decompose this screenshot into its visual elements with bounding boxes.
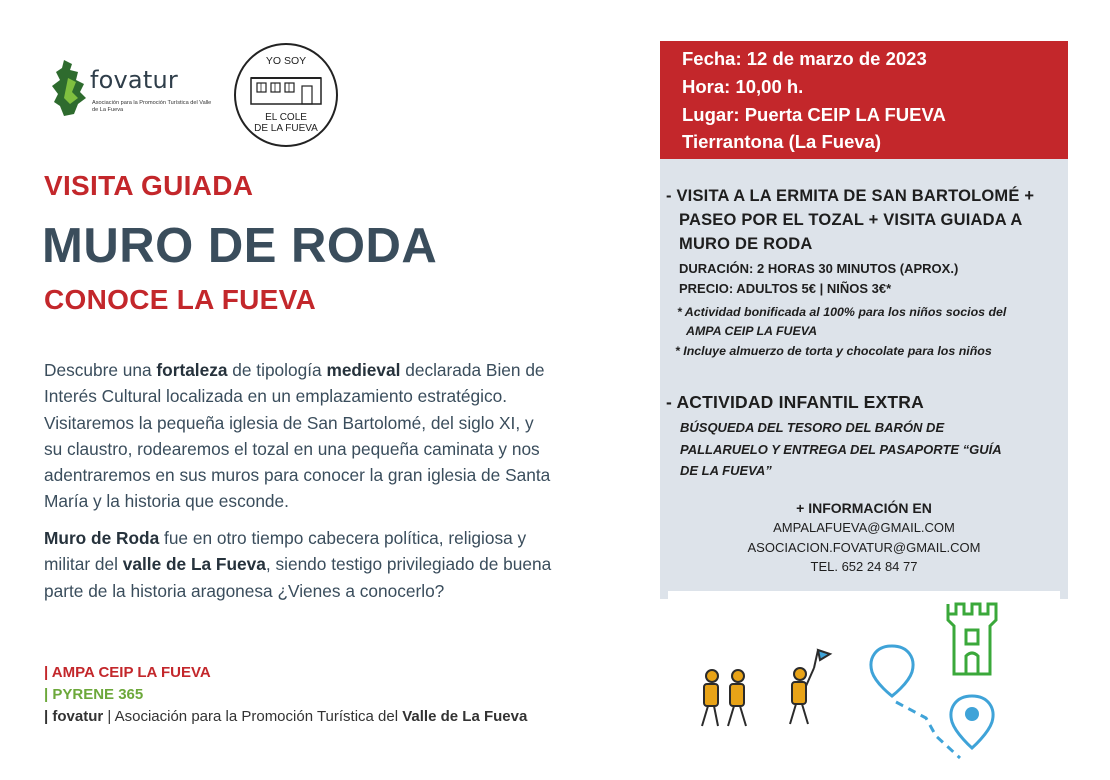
extra-line-1: BÚSQUEDA DEL TESORO DEL BARÓN DE: [680, 420, 945, 435]
castle-tower-icon: [948, 604, 996, 674]
fovatur-logo: [50, 58, 210, 118]
event-time: Hora: 10,00 h.: [682, 76, 804, 97]
fovatur-wordmark: fovatur: [90, 66, 178, 94]
cole-logo: [233, 42, 339, 148]
info-title: + INFORMACIÓN EN: [796, 500, 932, 516]
map-pin-icon: [871, 646, 913, 696]
activity-icons: [690, 598, 1020, 770]
note-bonificada: * Actividad bonificada al 100% para los niños socios del: [677, 305, 1007, 319]
event-date: Fecha: 12 de marzo de 2023: [682, 48, 927, 69]
paragraph-line: Descubre una fortaleza de tipología medieval declarada Bien de: [44, 360, 545, 380]
event-place: Lugar: Puerta CEIP LA FUEVA: [682, 104, 946, 125]
school-circle-icon: [233, 42, 339, 148]
emphasis-valle: valle de La Fueva: [122, 554, 266, 575]
paragraph-line: su claustro, rodearemos el tozal en una pequeña caminata y nos: [44, 438, 540, 459]
note-almuerzo: * Incluye almuerzo de torta y chocolate para los niños: [675, 344, 992, 358]
email-ampa: AMPALAFUEVA@GMAIL.COM: [773, 520, 955, 535]
paragraph-line: militar del valle de La Fueva, siendo testigo privilegiado de buena: [44, 554, 552, 575]
cole-bottom-text-2: DE LA FUEVA: [254, 123, 318, 134]
paragraph-line: parte de la historia aragonesa ¿Vienes a conocerlo?: [44, 580, 445, 601]
description-paragraph-1: [44, 357, 624, 515]
extra-activity-title: - ACTIVIDAD INFANTIL EXTRA: [666, 392, 924, 412]
visit-title-line-1: - VISITA A LA ERMITA DE SAN BARTOLOMÉ +: [666, 187, 1035, 205]
note-bonificada-2: AMPA CEIP LA FUEVA: [686, 324, 818, 338]
paragraph-line: Interés Cultural localizada en un emplazamiento estratégico.: [44, 386, 508, 407]
paragraph-line: Visitaremos la pequeña iglesia de San Bartolomé, del siglo XI, y: [44, 412, 534, 433]
emphasis-muro-de-roda: Muro de Roda: [44, 528, 160, 548]
phone: TEL. 652 24 84 77: [810, 559, 918, 574]
duration: DURACIÓN: 2 HORAS 30 MINUTOS (APROX.): [679, 261, 959, 276]
emphasis-medieval: medieval: [326, 360, 401, 380]
paragraph-line: María y la historia que esconde.: [44, 491, 289, 512]
visit-title-line-3: MURO DE RODA: [679, 235, 813, 253]
paragraph-line: adentraremos en sus muros para conocer la gran iglesia de Santa: [44, 465, 551, 486]
hikers-icon: [702, 670, 746, 726]
description-paragraph-2: [44, 525, 624, 604]
cole-top-text: YO SOY: [265, 55, 307, 67]
price: PRECIO: ADULTOS 5€ | NIÑOS 3€*: [679, 281, 892, 296]
organizer-ampa: | AMPA CEIP LA FUEVA: [44, 664, 211, 681]
heading-pretitle: VISITA GUIADA: [44, 170, 254, 201]
organizer-fovatur: | fovatur | Asociación para la Promoción Turística del Valle de La Fueva: [44, 708, 528, 725]
cole-bottom-text-1: EL COLE: [265, 112, 307, 123]
event-info-box: [660, 41, 1068, 159]
fovatur-map-icon: [50, 58, 90, 118]
event-place-town: Tierrantona (La Fueva): [682, 131, 882, 152]
details-box: [660, 159, 1068, 599]
extra-line-3: DE LA FUEVA”: [680, 463, 772, 478]
fovatur-tagline: Asociación para la Promoción Turística del Valle de La Fueva: [92, 100, 212, 113]
emphasis-fortaleza: fortaleza: [156, 360, 228, 380]
map-pin-filled-icon: [951, 696, 993, 748]
visit-title-line-2: PASEO POR EL TOZAL + VISITA GUIADA A: [679, 211, 1023, 229]
email-fovatur: ASOCIACION.FOVATUR@GMAIL.COM: [747, 540, 981, 555]
page-title: MURO DE RODA: [42, 219, 438, 273]
guide-with-flag-icon: [790, 650, 830, 724]
paragraph-line: Muro de Roda fue en otro tiempo cabecera política, religiosa y: [44, 528, 527, 548]
heading-subtitle: CONOCE LA FUEVA: [44, 284, 317, 315]
extra-line-2: PALLARUELO Y ENTREGA DEL PASAPORTE “GUÍA: [680, 442, 1002, 457]
organizer-pyrene: | PYRENE 365: [44, 686, 144, 703]
